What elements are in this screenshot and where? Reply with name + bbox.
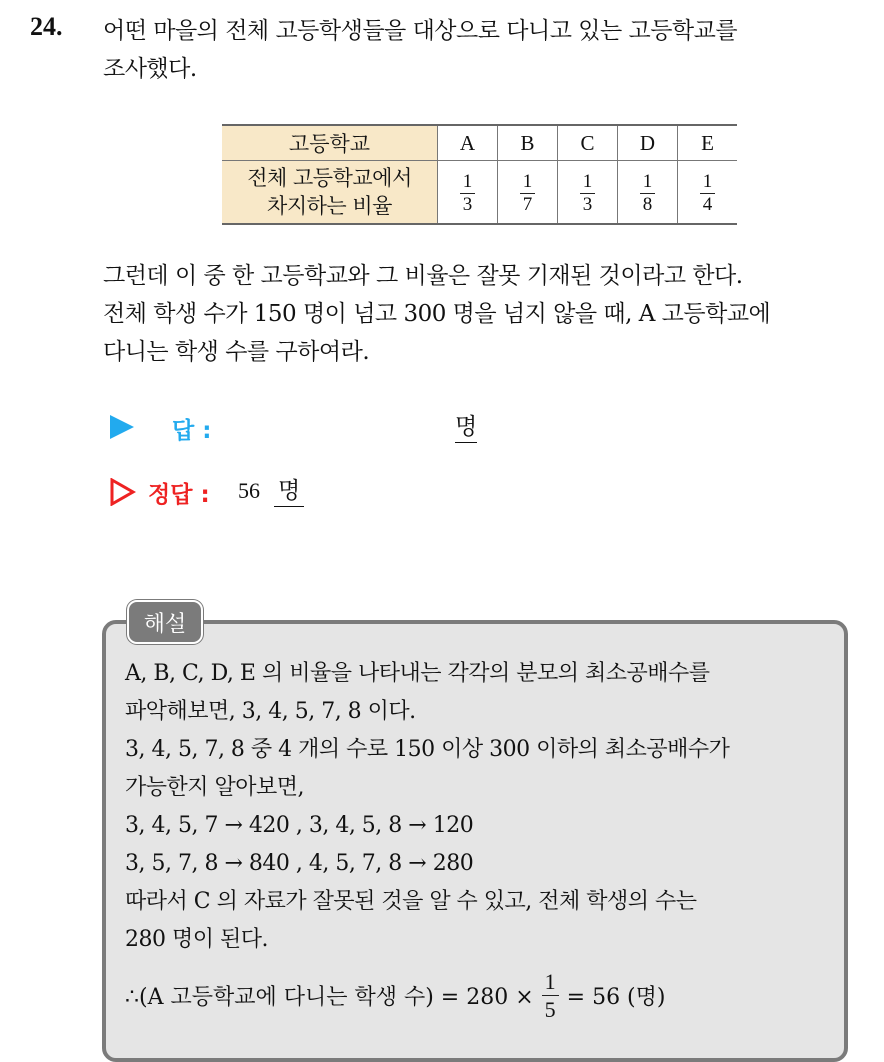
- ratio-c: [558, 161, 618, 225]
- correct-answer-row: [110, 474, 610, 514]
- ratio-d: [618, 161, 678, 225]
- condition-line: 다니는 학생 수를 구하여라.: [103, 339, 370, 365]
- table-col-e: E: [678, 125, 738, 161]
- table-col-b: B: [498, 125, 558, 161]
- ratio-a: [438, 161, 498, 225]
- denominator: 7: [522, 194, 533, 215]
- denominator: 8: [642, 194, 653, 215]
- table-row-label: [222, 161, 438, 225]
- outline-triangle-icon: [110, 478, 136, 506]
- condition-text: [103, 257, 873, 371]
- condition-line: 그런데 이 중 한 고등학교와 그 비율은 잘못 기재된 것이라고 한다.: [103, 263, 743, 289]
- solution-line: A, B, C, D, E 의 비율을 나타내는 각각의 분모의 최소공배수를: [125, 661, 710, 686]
- table-header-label: 고등학교: [222, 125, 438, 161]
- question-line: 어떤 마을의 전체 고등학생들을 대상으로 다니고 있는 고등학교를: [103, 18, 738, 44]
- denominator: 5: [544, 996, 556, 1022]
- ratio-table: [222, 124, 737, 225]
- condition-line: 전체 학생 수가 150 명이 넘고 300 명을 넘지 않을 때, A 고등학교에: [103, 301, 771, 327]
- table-col-c: C: [558, 125, 618, 161]
- table-ratio-row: [222, 161, 737, 225]
- correct-answer-value: 56: [238, 478, 260, 503]
- answer-label: 답 :: [172, 418, 212, 444]
- answer-unit: 명: [455, 412, 477, 443]
- solution-tag: 해설: [127, 600, 203, 644]
- play-triangle-icon: [110, 415, 134, 439]
- numerator: 1: [542, 968, 559, 996]
- table-col-a: A: [438, 125, 498, 161]
- numerator: 1: [460, 171, 476, 194]
- solution-final-line: [125, 965, 665, 1025]
- numerator: 1: [580, 171, 596, 194]
- solution-line: 3, 4, 5, 7 → 420 , 3, 4, 5, 8 → 120: [125, 813, 474, 838]
- question-text: [103, 12, 873, 88]
- row-label-line: 전체 고등학교에서: [247, 166, 412, 190]
- solution-line: 따라서 C 의 자료가 잘못된 것을 알 수 있고, 전체 학생의 수는: [125, 889, 697, 914]
- numerator: 1: [640, 171, 656, 194]
- ratio-e: [678, 161, 738, 225]
- correct-answer-label: 정답 :: [148, 482, 210, 508]
- ratio-b: [498, 161, 558, 225]
- answer-row: [110, 410, 610, 450]
- solution-line: 3, 4, 5, 7, 8 중 4 개의 수로 150 이상 300 이하의 최소공배수가: [125, 737, 730, 762]
- denominator: 3: [462, 194, 473, 215]
- final-suffix: = 56 (명): [566, 984, 666, 1010]
- solution-line: 280 명이 된다.: [125, 927, 268, 952]
- numerator: 1: [520, 171, 536, 194]
- solution-text: [125, 655, 835, 959]
- correct-answer-unit: 명: [274, 476, 304, 507]
- table-col-d: D: [618, 125, 678, 161]
- denominator: 4: [702, 194, 713, 215]
- table-header-row: [222, 125, 737, 161]
- solution-line: 파악해보면, 3, 4, 5, 7, 8 이다.: [125, 699, 416, 724]
- solution-line: 가능한지 알아보면,: [125, 775, 305, 800]
- solution-line: 3, 5, 7, 8 → 840 , 4, 5, 7, 8 → 280: [125, 851, 474, 876]
- numerator: 1: [700, 171, 716, 194]
- denominator: 3: [582, 194, 593, 215]
- problem-number: 24.: [30, 12, 63, 41]
- final-prefix: ∴(A 고등학교에 다니는 학생 수) = 280 ×: [125, 984, 534, 1010]
- final-fraction: [542, 968, 559, 1023]
- question-line: 조사했다.: [103, 56, 197, 82]
- row-label-line: 차지하는 비율: [267, 194, 392, 218]
